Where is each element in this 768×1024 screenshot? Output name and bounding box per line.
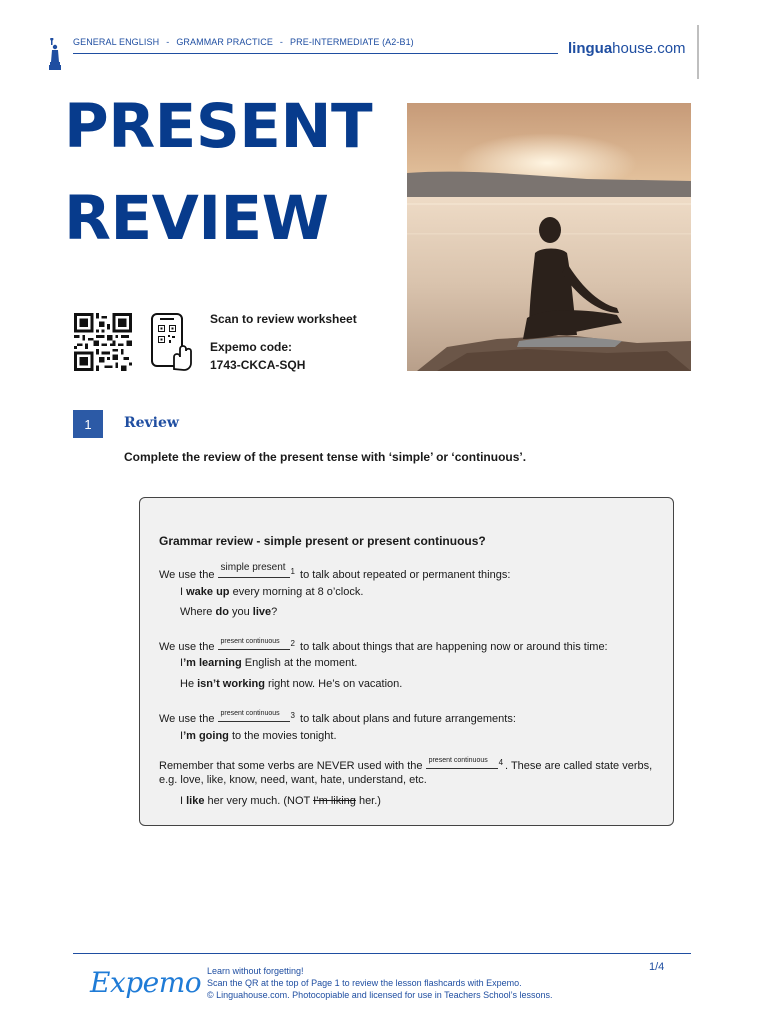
example-line: Where do you live?	[180, 606, 278, 618]
grammar-box-title: Grammar review - simple present or present continuous?	[159, 534, 486, 548]
answer-blank-4[interactable]	[426, 756, 498, 769]
phone-scan-icon	[150, 313, 192, 371]
scan-to-review-label: Scan to review worksheet	[210, 312, 357, 326]
hero-photo	[407, 103, 691, 371]
rule-text: Remember that some verbs are NEVER used with the	[159, 760, 423, 772]
breadcrumb-skill[interactable]: GRAMMAR PRACTICE	[176, 37, 273, 47]
breadcrumb-separator: -	[166, 37, 170, 47]
answer-3: present continuous	[220, 710, 280, 717]
header-divider	[73, 53, 558, 54]
answer-blank-2[interactable]	[218, 637, 290, 650]
state-verbs-examples: e.g. love, like, know, need, want, hate, understand, etc.	[159, 774, 427, 786]
footer-divider	[73, 953, 691, 954]
rule-text: We use the	[159, 569, 215, 581]
blank-number-1: 1	[290, 567, 295, 576]
footer-tagline: Learn without forgetting!	[207, 966, 304, 976]
section-title: Review	[124, 415, 179, 431]
rule-line-1	[159, 562, 511, 581]
expemo-code-value: 1743-CKCA-SQH	[210, 358, 306, 372]
blank-number-2: 2	[290, 639, 295, 648]
rule-text: We use the	[159, 641, 215, 653]
qr-code-icon[interactable]	[73, 313, 133, 371]
linguahouse-logo[interactable]	[568, 40, 686, 57]
answer-2: present continuous	[220, 638, 280, 645]
rule-line-4	[159, 756, 652, 772]
rule-text: to talk about plans and future arrangements:	[300, 713, 516, 725]
page-title-line-2: REVIEW	[64, 183, 329, 254]
rule-line-3	[159, 709, 516, 725]
example-line: I like her very much. (NOT I’m liking her.)	[180, 795, 381, 807]
rule-text: . These are called state verbs,	[505, 760, 653, 772]
rule-text: to talk about things that are happening now or around this time:	[300, 641, 608, 653]
breadcrumb-grade[interactable]: PRE-INTERMEDIATE (A2-B1)	[290, 37, 414, 47]
rule-text: We use the	[159, 713, 215, 725]
page-title-line-1: PRESENT	[64, 91, 373, 162]
breadcrumb-level[interactable]: GENERAL ENGLISH	[73, 37, 160, 47]
logo-bold-part: lingua	[568, 40, 613, 57]
rule-text: to talk about repeated or permanent things:	[300, 569, 511, 581]
expemo-logo[interactable]: Expemo	[90, 966, 202, 999]
example-line: I’m learning English at the moment.	[180, 657, 358, 669]
logo-rest-part: house.com	[612, 40, 686, 57]
example-line: I wake up every morning at 8 o’clock.	[180, 586, 364, 598]
exercise-instructions: Complete the review of the present tense with ‘simple’ or ‘continuous’.	[124, 450, 527, 464]
rule-line-2	[159, 637, 608, 653]
example-line: He isn’t working right now. He’s on vacation.	[180, 678, 403, 690]
footer-copyright: © Linguahouse.com. Photocopiable and licensed for use in Teachers School’s lessons.	[207, 990, 553, 1000]
answer-1: simple present	[220, 562, 286, 573]
logo-vertical-bar	[697, 25, 699, 79]
blank-number-4: 4	[498, 758, 504, 767]
answer-4: present continuous	[428, 757, 488, 764]
blank-number-3: 3	[290, 711, 295, 720]
expemo-code-label: Expemo code:	[210, 340, 293, 354]
breadcrumb-separator: -	[279, 37, 284, 47]
struck-out-example: I’m liking	[313, 795, 356, 807]
breadcrumb	[73, 37, 414, 47]
footer-scan-instructions: Scan the QR at the top of Page 1 to review the lesson flashcards with Expemo.	[207, 978, 522, 988]
page-number: 1/4	[649, 961, 665, 973]
answer-blank-3[interactable]	[218, 709, 290, 722]
answer-blank-1[interactable]	[218, 562, 290, 578]
example-line: I’m going to the movies tonight.	[180, 730, 337, 742]
section-number-badge: 1	[73, 410, 103, 438]
statue-of-liberty-icon	[48, 38, 62, 70]
